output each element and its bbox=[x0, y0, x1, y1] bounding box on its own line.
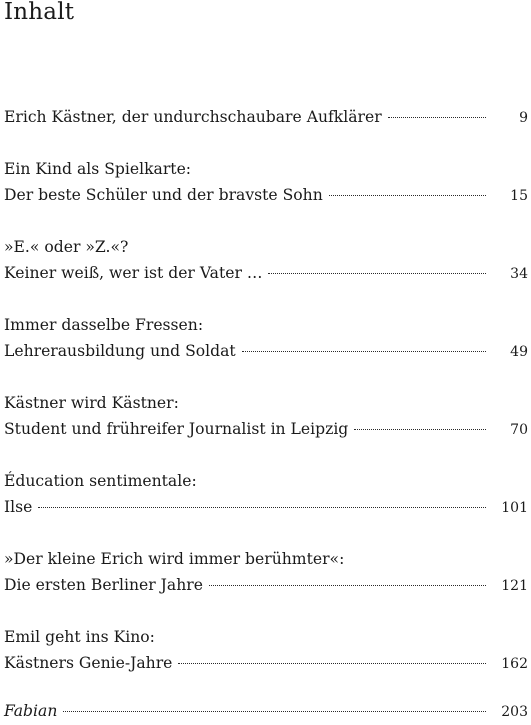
page-number: 70 bbox=[510, 422, 528, 438]
toc-entry[interactable] bbox=[4, 390, 528, 442]
entry-subtitle: Die ersten Berliner Jahre bbox=[4, 576, 203, 594]
entry-title: Erich Kästner, der undurchschaubare Aufklärer bbox=[4, 108, 382, 126]
entry-subtitle: Keiner weiß, wer ist der Vater … bbox=[4, 264, 263, 282]
dot-leader bbox=[63, 711, 486, 712]
entry-heading: »E.« oder »Z.«? bbox=[4, 238, 129, 256]
toc-entry[interactable] bbox=[4, 312, 528, 364]
dot-leader bbox=[209, 585, 486, 586]
dot-leader bbox=[242, 351, 486, 352]
toc-entry[interactable] bbox=[4, 104, 528, 130]
entry-subtitle: Kästners Genie-Jahre bbox=[4, 654, 173, 672]
entry-subtitle: Der beste Schüler und der bravste Sohn bbox=[4, 186, 323, 204]
entry-subtitle: Ilse bbox=[4, 498, 33, 516]
toc-entry[interactable] bbox=[4, 546, 528, 598]
entry-subtitle: Lehrerausbildung und Soldat bbox=[4, 342, 236, 360]
dot-leader bbox=[268, 273, 486, 274]
page-number: 162 bbox=[501, 656, 528, 672]
page-number: 203 bbox=[501, 704, 528, 720]
dot-leader bbox=[354, 429, 486, 430]
dot-leader bbox=[38, 507, 486, 508]
dot-leader bbox=[329, 195, 486, 196]
page-number: 34 bbox=[510, 266, 528, 282]
entry-heading: »Der kleine Erich wird immer berühmter«: bbox=[4, 550, 345, 568]
toc-entry[interactable] bbox=[4, 468, 528, 520]
page-number: 15 bbox=[510, 188, 528, 204]
dot-leader bbox=[178, 663, 486, 664]
dot-leader bbox=[388, 117, 486, 118]
page-number: 49 bbox=[510, 344, 528, 360]
toc-entry[interactable] bbox=[4, 234, 528, 286]
page-title: Inhalt bbox=[4, 0, 75, 25]
page-number: 101 bbox=[501, 500, 528, 516]
page-number: 9 bbox=[519, 110, 528, 126]
entry-heading: Ein Kind als Spielkarte: bbox=[4, 160, 192, 178]
toc-entry[interactable] bbox=[4, 156, 528, 208]
entry-heading: Emil geht ins Kino: bbox=[4, 628, 155, 646]
toc-entry[interactable] bbox=[4, 698, 528, 724]
entry-heading: Éducation sentimentale: bbox=[4, 472, 197, 490]
page-number: 121 bbox=[501, 578, 528, 594]
entry-heading: Immer dasselbe Fressen: bbox=[4, 316, 204, 334]
toc-entry[interactable] bbox=[4, 624, 528, 676]
entry-heading: Kästner wird Kästner: bbox=[4, 394, 179, 412]
entry-subtitle: Student und frühreifer Journalist in Leipzig bbox=[4, 420, 349, 438]
entry-title: Fabian bbox=[4, 702, 58, 720]
